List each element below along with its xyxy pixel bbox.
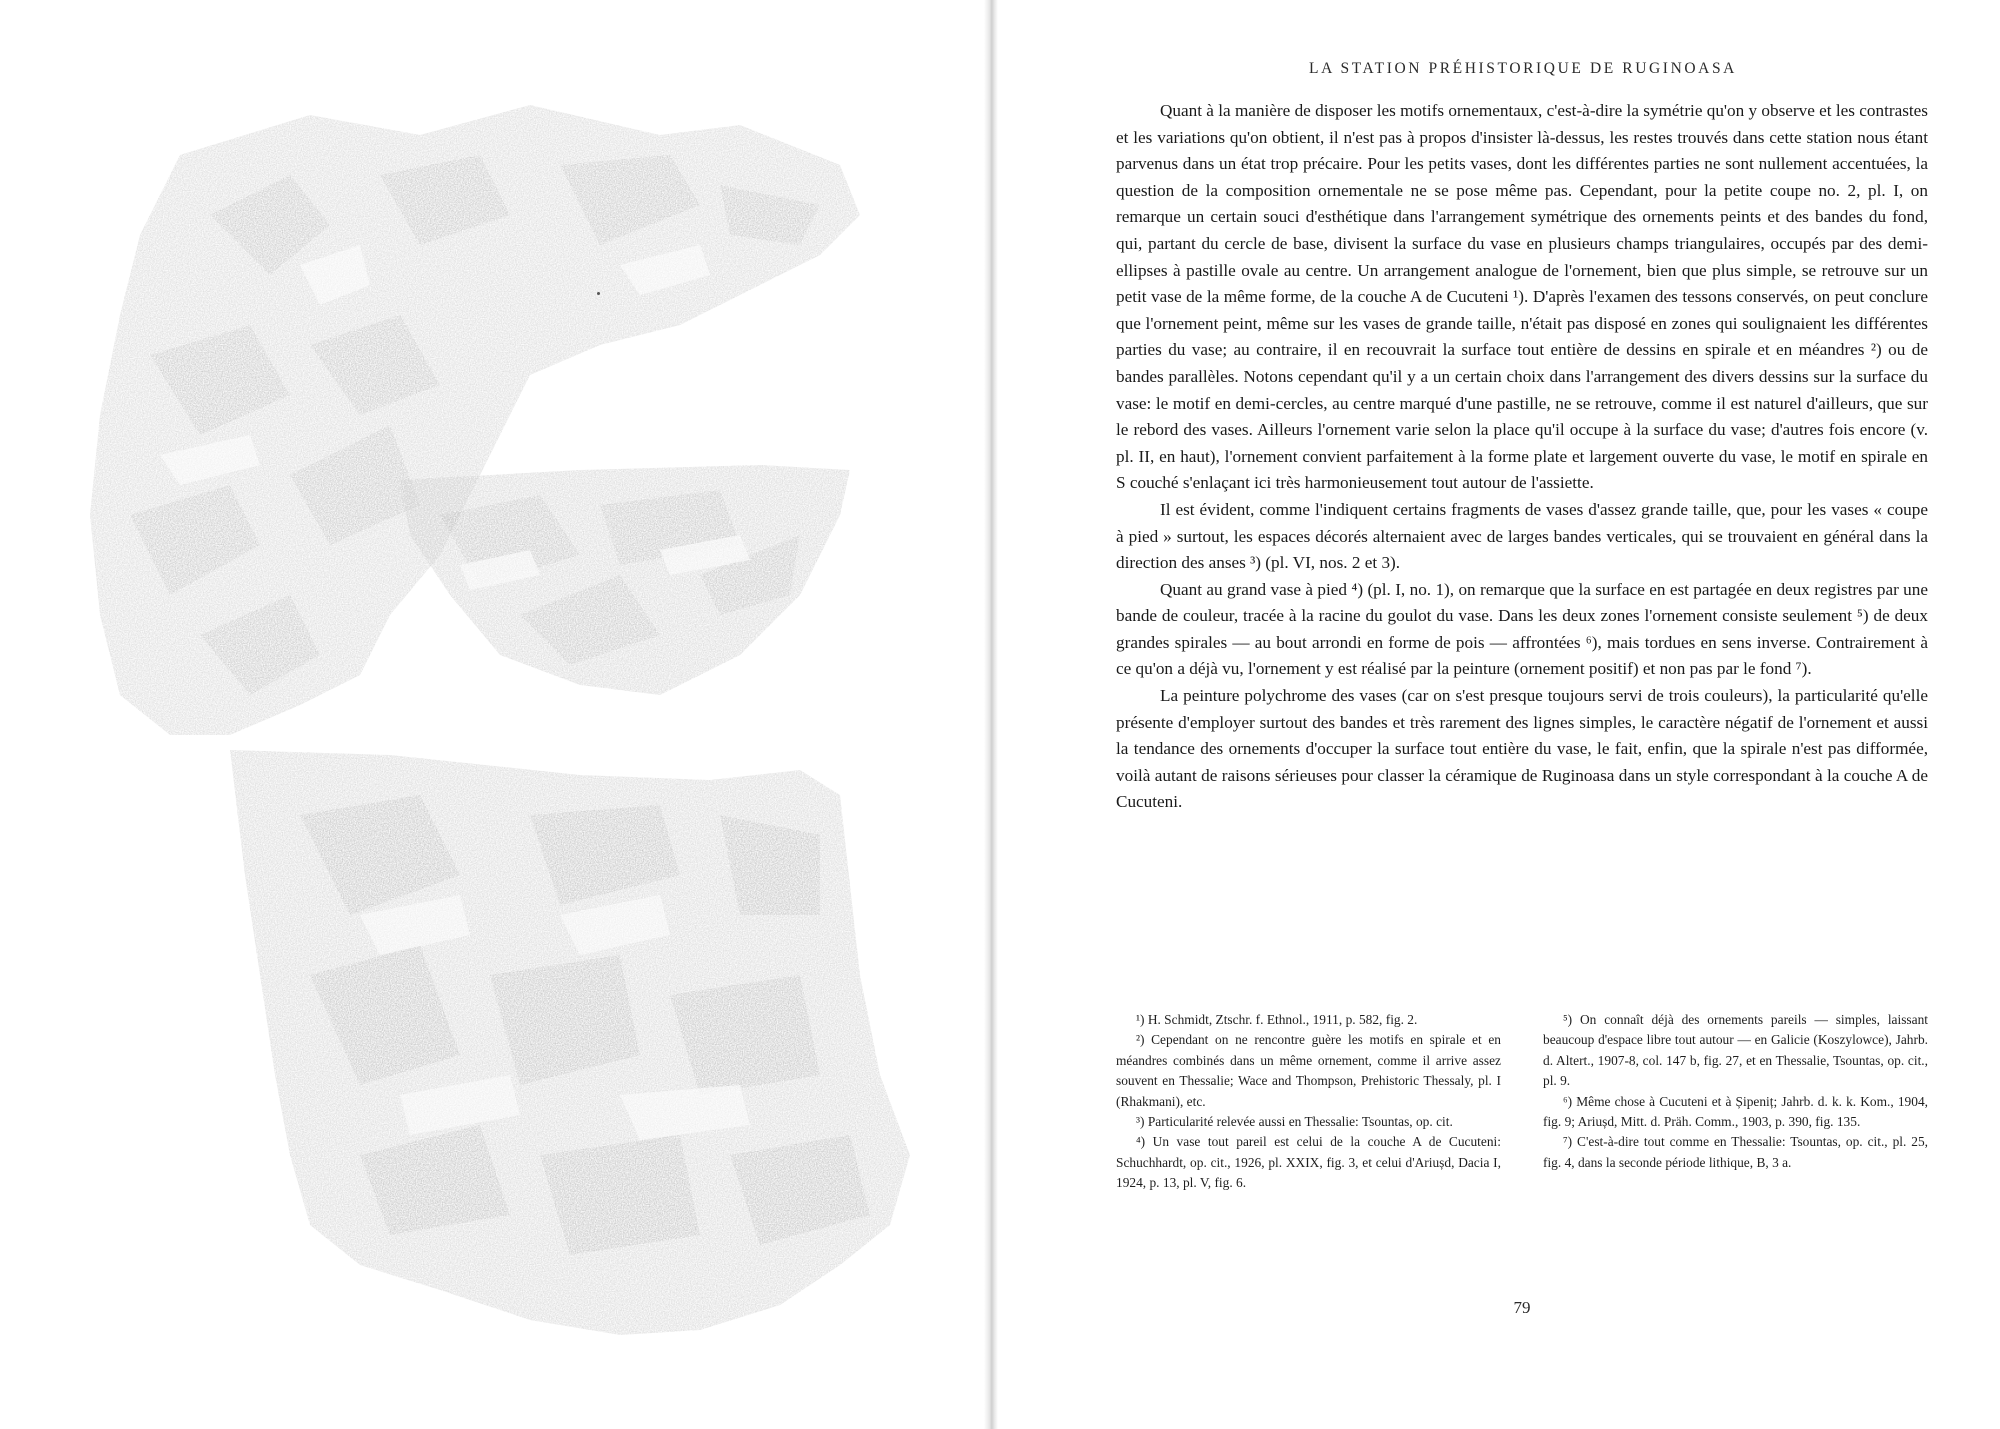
paragraph: Quant à la manière de disposer les motifs ornementaux, c'est-à-dire la symétrie qu'on y observe et les contrastes et les variations qu'on obtient, il n'est pas à propos d'insister là-dessus, les restes trouvés dans cette station nous étant parvenus dans un état trop précaire. Pour les petits vases, dont les différentes parties ne sont nullement accentuées, la question de la composition ornementale ne se pose même pas. Cependant, pour la petite coupe no. 2, pl. I, on remarque un certain souci d'esthétique dans l'arrangement symétrique des ornements peints et des bandes du fond, qui, partant du cercle de base, divisent la surface du vase en plusieurs champs triangulaires, occupés par des demi-ellipses à pastille ovale au centre. Un arrangement analogue de l'ornement, bien que plus simple, se retrouve sur un petit vase de la même forme, de la couche A de Cucuteni ¹). D'après l'examen des tessons conservés, on peut conclure que l'ornement peint, même sur les vases de grande taille, n'était pas disposé en zones qui soulignaient les différentes parties du vase; au contraire, il en recouvrait la surface tout entière de dessins en spirale et en méandres ²) ou de bandes parallèles. Notons cependant qu'il y a un certain choix dans l'arrangement des divers dessins sur la surface du vase: le motif en demi-cercles, au centre marqué d'une pastille, ne se retrouve, comme il est naturel d'ailleurs, que sur le rebord des vases. Ailleurs l'ornement varie selon la place qu'il occupe à la surface du vase; d'autres fois encore (v. pl. II, en haut), l'ornement convient parfaitement à la forme plate et largement ouverte du vase, le motif en spirale en S couché s'enlaçant ici très harmonieusement tout autour de l'assiette.	[1116, 101, 1928, 493]
fragment-bottom	[230, 750, 910, 1335]
main-text	[1116, 98, 1928, 816]
footnote: ⁶) Même chose à Cucuteni et à Șipeniț; Jahrb. d. k. k. Kom., 1904, fig. 9; Ariușd, Mitt. d. Präh. Comm., 1903, p. 390, fig. 135.	[1543, 1093, 1928, 1130]
footnote: ³) Particularité relevée aussi en Thessalie: Tsountas, op. cit.	[1136, 1114, 1453, 1130]
running-header: LA STATION PRÉHISTORIQUE DE RUGINOASA	[1309, 60, 1737, 77]
footnote: ¹) H. Schmidt, Ztschr. f. Ethnol., 1911, p. 582, fig. 2.	[1136, 1012, 1418, 1027]
page-number: 79	[1513, 1298, 1531, 1317]
left-page-plate	[0, 0, 988, 1429]
footnote: ²) Cependant on ne rencontre guère les motifs en spirale et en méandres combinés dans un même ornement, comme il arrive assez souvent en Thessalie; Wace and Thompson, Prehistoric Thessaly, pl. I (Rhakmani), etc.	[1116, 1032, 1501, 1109]
right-page-text	[998, 0, 2000, 1429]
footnote: ⁴) Un vase tout pareil est celui de la couche A de Cucuteni: Schuchhardt, op. cit., 1926, pl. XXIX, fig. 3, et celui d'Ariușd, Dacia I, 1924, p. 13, pl. V, fig. 6.	[1116, 1134, 1501, 1191]
footnotes-right-column	[1543, 1010, 1928, 1173]
footnote: ⁷) C'est-à-dire tout comme en Thessalie: Tsountas, op. cit., pl. 25, fig. 4, dans la seconde période lithique, B, 3 a.	[1543, 1134, 1928, 1170]
fragment-middle	[400, 465, 850, 695]
pottery-fragments-photo	[60, 95, 920, 1355]
footnotes-left-column	[1116, 1010, 1501, 1194]
paragraph: Quant au grand vase à pied ⁴) (pl. I, no. 1), on remarque que la surface en est partagée en deux registres par une bande de couleur, tracée à la racine du goulot du vase. Dans les deux zones l'ornement consiste seulement ⁵) de deux grandes spirales — au bout arrondi en forme de pois — affrontées ⁶), mais tordues en sens inverse. Contrairement à ce qu'on a déjà vu, l'ornement y est réalisé par la peinture (ornement positif) et non pas par le fond ⁷).	[1116, 579, 1928, 679]
footnote: ⁵) On connaît déjà des ornements pareils — simples, laissant beaucoup d'espace libre tout autour — en Galicie (Koszylowce), Jahrb. d. Altert., 1907-8, col. 147 b, fig. 27, et en Thessalie, Tsountas, op. cit., pl. 9.	[1543, 1012, 1928, 1089]
paragraph: La peinture polychrome des vases (car on s'est presque toujours servi de trois couleurs), la particularité qu'elle présente d'employer surtout des bandes et très rarement des lignes simples, le caractère négatif de l'ornement et aussi la tendance des ornements d'occuper la surface tout entière du vase, le fait, enfin, que la spirale n'est pas difformée, voilà autant de raisons sérieuses pour classer la céramique de Ruginoasa dans un style correspondant à la couche A de Cucuteni.	[1116, 686, 1928, 812]
paragraph: Il est évident, comme l'indiquent certains fragments de vases d'assez grande taille, que, pour les vases « coupe à pied » surtout, les espaces décorés alternaient avec de larges bandes verticales, qui se trouvaient en général dans la direction des anses ³) (pl. VI, nos. 2 et 3).	[1116, 499, 1928, 573]
book-gutter	[984, 0, 998, 1429]
print-speck	[597, 292, 600, 295]
